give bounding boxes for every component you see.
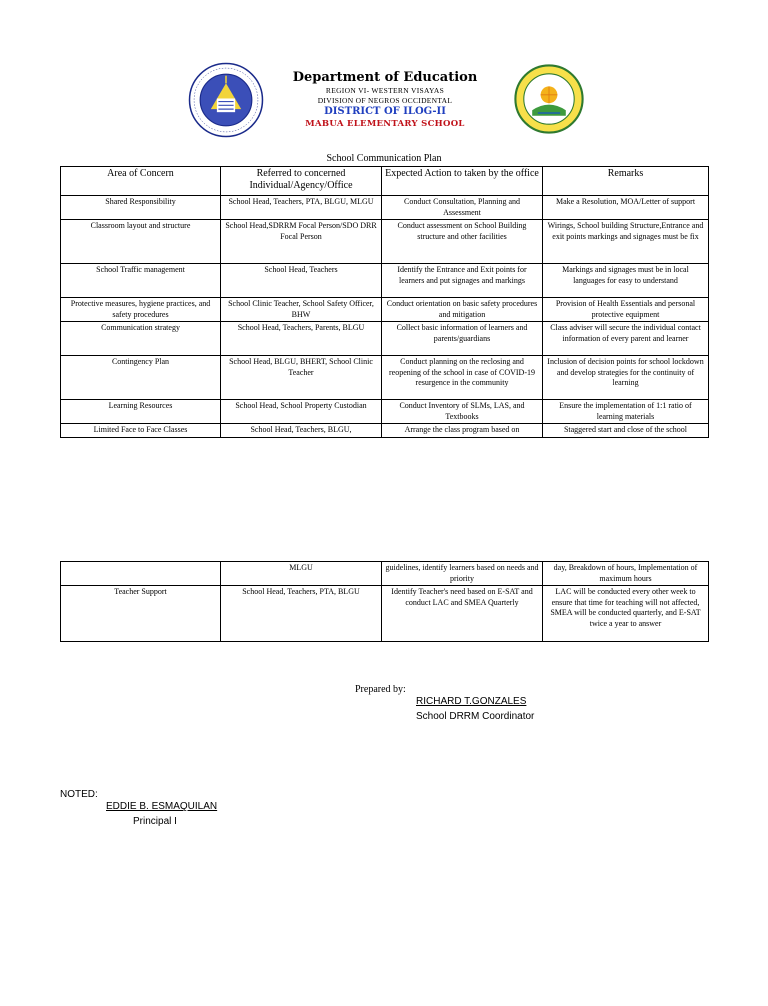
- table-cell: day, Breakdown of hours, Implementation of maximum hours: [543, 562, 709, 586]
- department-name: Department of Education: [292, 70, 478, 85]
- table-cell: Protective measures, hygiene practices, and safety procedures: [61, 298, 221, 322]
- table-cell: Contingency Plan: [61, 356, 221, 400]
- table-row: [61, 196, 709, 220]
- table-cell: Conduct Inventory of SLMs, LAS, and Textbooks: [382, 400, 543, 424]
- prepared-by-role: School DRRM Coordinator: [416, 711, 535, 722]
- table-row: [61, 220, 709, 264]
- table-cell: Conduct planning on the reclosing and reopening of the school in case of COVID-19 resurgence in the community: [382, 356, 543, 400]
- header-remarks: Remarks: [543, 167, 709, 196]
- table-cell: School Head, Teachers, PTA, BLGU: [221, 586, 382, 642]
- header-expected-action: Expected Action to taken by the office: [382, 167, 543, 196]
- table-cell: Ensure the implementation of 1:1 ratio of learning materials: [543, 400, 709, 424]
- table-cell: School Head, BLGU, BHERT, School Clinic Teacher: [221, 356, 382, 400]
- table-cell: Arrange the class program based on: [382, 424, 543, 438]
- table-row: [61, 298, 709, 322]
- table-cell: Teacher Support: [61, 586, 221, 642]
- division-name: DIVISION OF NEGROS OCCIDENTAL: [317, 96, 453, 105]
- table-cell: School Head, Teachers: [221, 264, 382, 298]
- noted-by-name: EDDIE B. ESMAQUILAN: [106, 801, 218, 812]
- table-header-row: [61, 167, 709, 196]
- table-cell: Markings and signages must be in local languages for easy to understand: [543, 264, 709, 298]
- table-cell: Conduct orientation on basic safety procedures and mitigation: [382, 298, 543, 322]
- table-cell: Limited Face to Face Classes: [61, 424, 221, 438]
- table-cell: Identify Teacher's need based on E-SAT and conduct LAC and SMEA Quarterly: [382, 586, 543, 642]
- deped-seal-icon: [188, 62, 264, 138]
- communication-plan-table: [60, 166, 709, 438]
- table-cell: Classroom layout and structure: [61, 220, 221, 264]
- table-cell: School Clinic Teacher, School Safety Officer, BHW: [221, 298, 382, 322]
- table-row: [61, 356, 709, 400]
- plan-title: School Communication Plan: [326, 153, 442, 164]
- table-cell: MLGU: [221, 562, 382, 586]
- noted-label: NOTED:: [60, 789, 98, 800]
- table-cell: Make a Resolution, MOA/Letter of support: [543, 196, 709, 220]
- table-cell: School Head,SDRRM Focal Person/SDO DRR Focal Person: [221, 220, 382, 264]
- table-cell: School Traffic management: [61, 264, 221, 298]
- table-cell: Class adviser will secure the individual contact information of every parent and learner: [543, 322, 709, 356]
- header-text-block: [280, 70, 490, 130]
- table-cell: Staggered start and close of the school: [543, 424, 709, 438]
- table-cell: Conduct assessment on School Building structure and other facilities: [382, 220, 543, 264]
- table-cell: Communication strategy: [61, 322, 221, 356]
- school-name: MABUA ELEMENTARY SCHOOL: [305, 119, 465, 129]
- region-name: REGION VI- WESTERN VISAYAS: [325, 86, 445, 95]
- table-row: [61, 562, 709, 586]
- table-cell: [61, 562, 221, 586]
- table-cell: guidelines, identify learners based on needs and priority: [382, 562, 543, 586]
- district-name: DISTRICT OF ILOG-II: [324, 106, 446, 117]
- prepared-by-name: RICHARD T.GONZALES: [416, 696, 527, 707]
- table-row: [61, 322, 709, 356]
- table-cell: Learning Resources: [61, 400, 221, 424]
- table-cell: Shared Responsibility: [61, 196, 221, 220]
- table-cell: School Head, Teachers, PTA, BLGU, MLGU: [221, 196, 382, 220]
- school-seal-icon: [514, 64, 584, 134]
- noted-by-role: Principal I: [133, 816, 177, 827]
- table-row: [61, 424, 709, 438]
- table-cell: Collect basic information of learners and parents/guardians: [382, 322, 543, 356]
- table-cell: Wirings, School building Structure,Entrance and exit points markings and signages must be fix: [543, 220, 709, 264]
- table-cell: Inclusion of decision points for school lockdown and develop strategies for the continuity of learning: [543, 356, 709, 400]
- table-cell: School Head, Teachers, Parents, BLGU: [221, 322, 382, 356]
- table-cell: LAC will be conducted every other week to ensure that time for teaching will not affected, SMEA will be conducted quarterly, and E-SAT twice a year to answer: [543, 586, 709, 642]
- table-cell: School Head, Teachers, BLGU,: [221, 424, 382, 438]
- table-row: [61, 400, 709, 424]
- table-cell: Provision of Health Essentials and personal protective equipment: [543, 298, 709, 322]
- table-cell: School Head, School Property Custodian: [221, 400, 382, 424]
- document-header: [0, 60, 768, 140]
- header-referred-to: Referred to concerned Individual/Agency/Office: [221, 167, 382, 196]
- communication-plan-table-continued: [60, 561, 709, 642]
- header-area-of-concern: Area of Concern: [61, 167, 221, 196]
- table-row: [61, 264, 709, 298]
- prepared-by-label: Prepared by:: [355, 684, 406, 695]
- table-cell: Conduct Consultation, Planning and Assessment: [382, 196, 543, 220]
- table-row: [61, 586, 709, 642]
- table-cell: Identify the Entrance and Exit points for learners and put signages and markings: [382, 264, 543, 298]
